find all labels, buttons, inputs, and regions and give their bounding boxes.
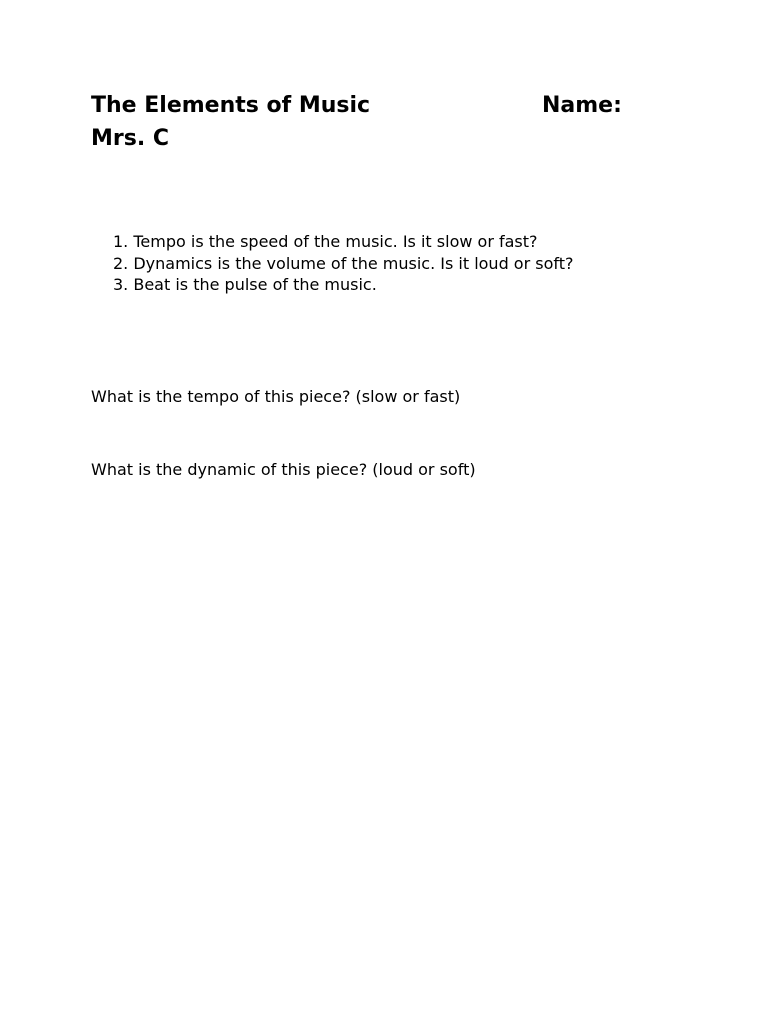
page-title: The Elements of Music [91,93,371,118]
list-item [113,253,574,275]
list-item-number: 1. [113,232,129,251]
list-item-text: Dynamics is the volume of the music. Is it loud or soft? [133,253,574,273]
dynamic-question: What is the dynamic of this piece? (loud or soft) [91,460,476,479]
list-item-text: Tempo is the speed of the music. Is it slow or fast? [133,232,538,251]
list-item-text: Beat is the pulse of the music. [133,275,377,294]
list-item [113,231,574,253]
definitions-list [113,231,574,296]
list-item-number: 2. [113,253,129,273]
teacher-name: Mrs. C [91,126,169,151]
list-item-number: 3. [113,275,129,294]
list-item [113,274,574,296]
tempo-question: What is the tempo of this piece? (slow or fast) [91,387,461,406]
name-label: Name: [542,93,622,118]
